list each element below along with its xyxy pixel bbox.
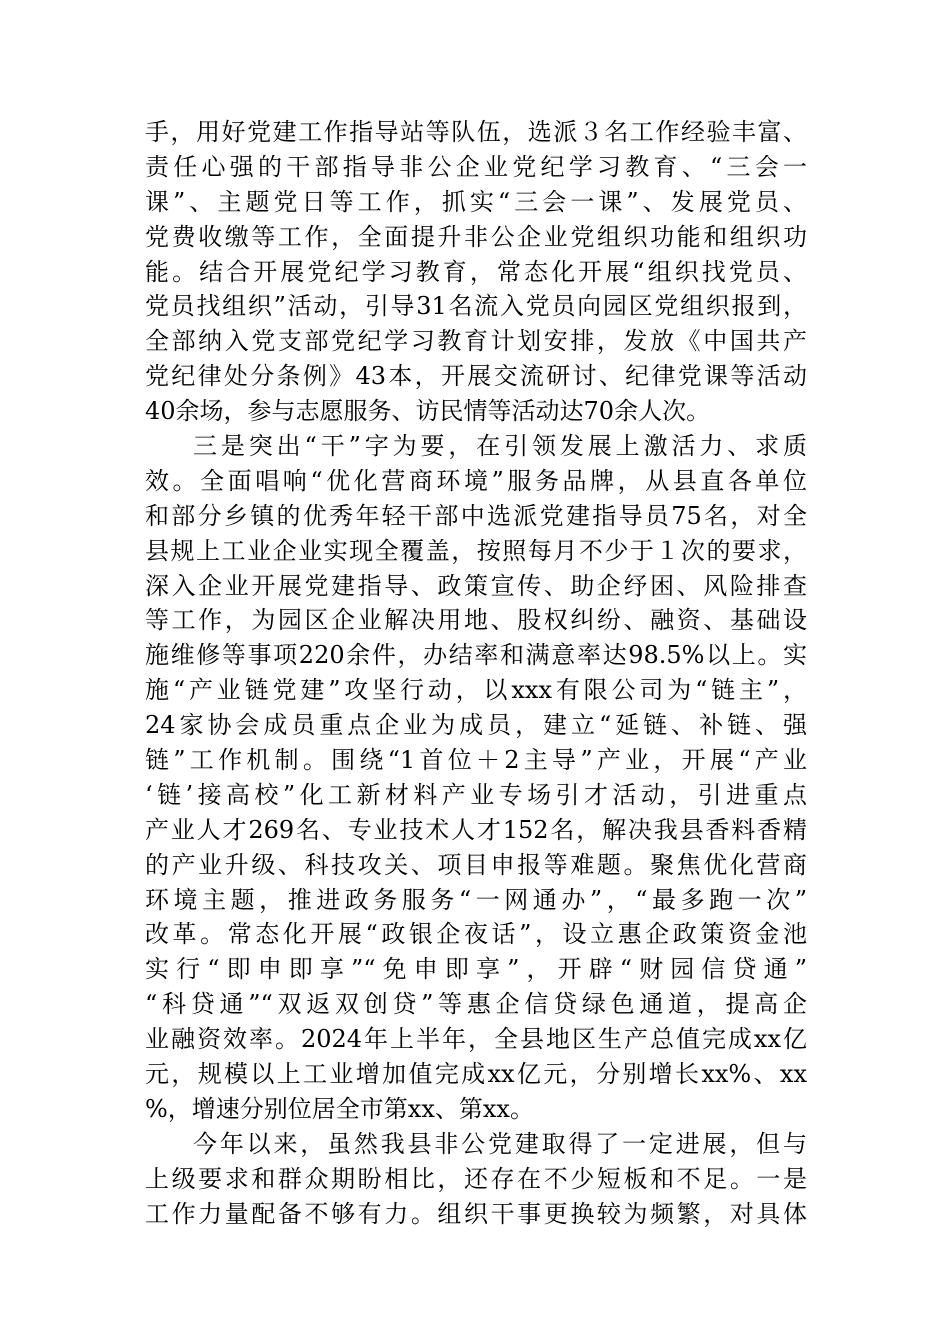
text-line: 课”、主题党日等工作，抓实“三会一课”、发展党员、 xyxy=(145,187,807,216)
text-line: 效。全面唱响“优化营商环境”服务品牌，从县直各单位 xyxy=(145,466,807,495)
text-line: 等工作，为园区企业解决用地、股权纠纷、融资、基础设 xyxy=(145,606,807,635)
text-line: 党纪律处分条例》43本，开展交流研讨、纪律党课等活动 xyxy=(145,362,807,391)
text-line: 40余场，参与志愿服务、访民情等活动达70余人次。 xyxy=(145,397,711,426)
text-line: 责任心强的干部指导非公企业党纪学习教育、“三会一 xyxy=(145,152,807,181)
text-line: 的产业升级、科技攻关、项目申报等难题。聚焦优化营商 xyxy=(145,850,807,879)
text-line: 施维修等事项220余件，办结率和满意率达98.5%以上。实 xyxy=(145,641,807,670)
text-line: 党员找组织”活动，引导31名流入党员向园区党组织报到， xyxy=(145,292,807,321)
text-line: 环境主题，推进政务服务“一网通办”，“最多跑一次” xyxy=(145,885,807,914)
text-line: 三是突出“干”字为要，在引领发展上激活力、求质 xyxy=(193,432,807,461)
text-line: 和部分乡镇的优秀年轻干部中选派党建指导员75名，对全 xyxy=(145,501,807,530)
body-text xyxy=(145,115,807,1232)
text-line: 施“产业链党建”攻坚行动，以xxx有限公司为“链主”， xyxy=(145,676,807,705)
text-line: 24家协会成员重点企业为成员，建立“延链、补链、强 xyxy=(145,711,807,740)
text-line: 元，规模以上工业增加值完成xx亿元，分别增长xx%、xx xyxy=(145,1060,807,1089)
paragraph-2 xyxy=(145,429,807,1127)
text-line: 业融资效率。2024年上半年，全县地区生产总值完成xx亿 xyxy=(145,1025,807,1054)
text-line: 产业人才269名、专业技术人才152名，解决我县香料香精 xyxy=(145,815,807,844)
text-line: 上级要求和群众期盼相比，还存在不少短板和不足。一是 xyxy=(145,1164,807,1193)
text-line: 全部纳入党支部党纪学习教育计划安排，发放《中国共产 xyxy=(145,327,807,356)
text-line: “科贷通”“双返双创贷”等惠企信贷绿色通道，提高企 xyxy=(145,990,807,1019)
text-line: 实行“即申即享”“免申即享”，开辟“财园信贷通” xyxy=(145,955,807,984)
text-line: 改革。常态化开展“政银企夜话”，设立惠企政策资金池 xyxy=(145,920,807,949)
text-line: 手，用好党建工作指导站等队伍，选派３名工作经验丰富、 xyxy=(145,118,807,146)
text-line: 链”工作机制。围绕“1首位＋2主导”产业，开展“产业 xyxy=(145,746,807,775)
text-line: 今年以来，虽然我县非公党建取得了一定进展，但与 xyxy=(193,1129,807,1158)
paragraph-3 xyxy=(145,1127,807,1232)
text-line: 深入企业开展党建指导、政策宣传、助企纾困、风险排查 xyxy=(145,571,807,600)
text-line: ‘链’接高校”化工新材料产业专场引才活动，引进重点 xyxy=(145,780,807,809)
text-line: 工作力量配备不够有力。组织干事更换较为频繁，对具体 xyxy=(145,1199,807,1228)
text-line: 党费收缴等工作，全面提升非公企业党组织功能和组织功 xyxy=(145,222,807,251)
text-line: %，增速分别位居全市第xx、第xx。 xyxy=(145,1094,534,1123)
text-line: 县规上工业企业实现全覆盖，按照每月不少于１次的要求， xyxy=(145,536,807,565)
text-line: 能。结合开展党纪学习教育，常态化开展“组织找党员、 xyxy=(145,257,807,286)
paragraph-1 xyxy=(145,115,807,429)
